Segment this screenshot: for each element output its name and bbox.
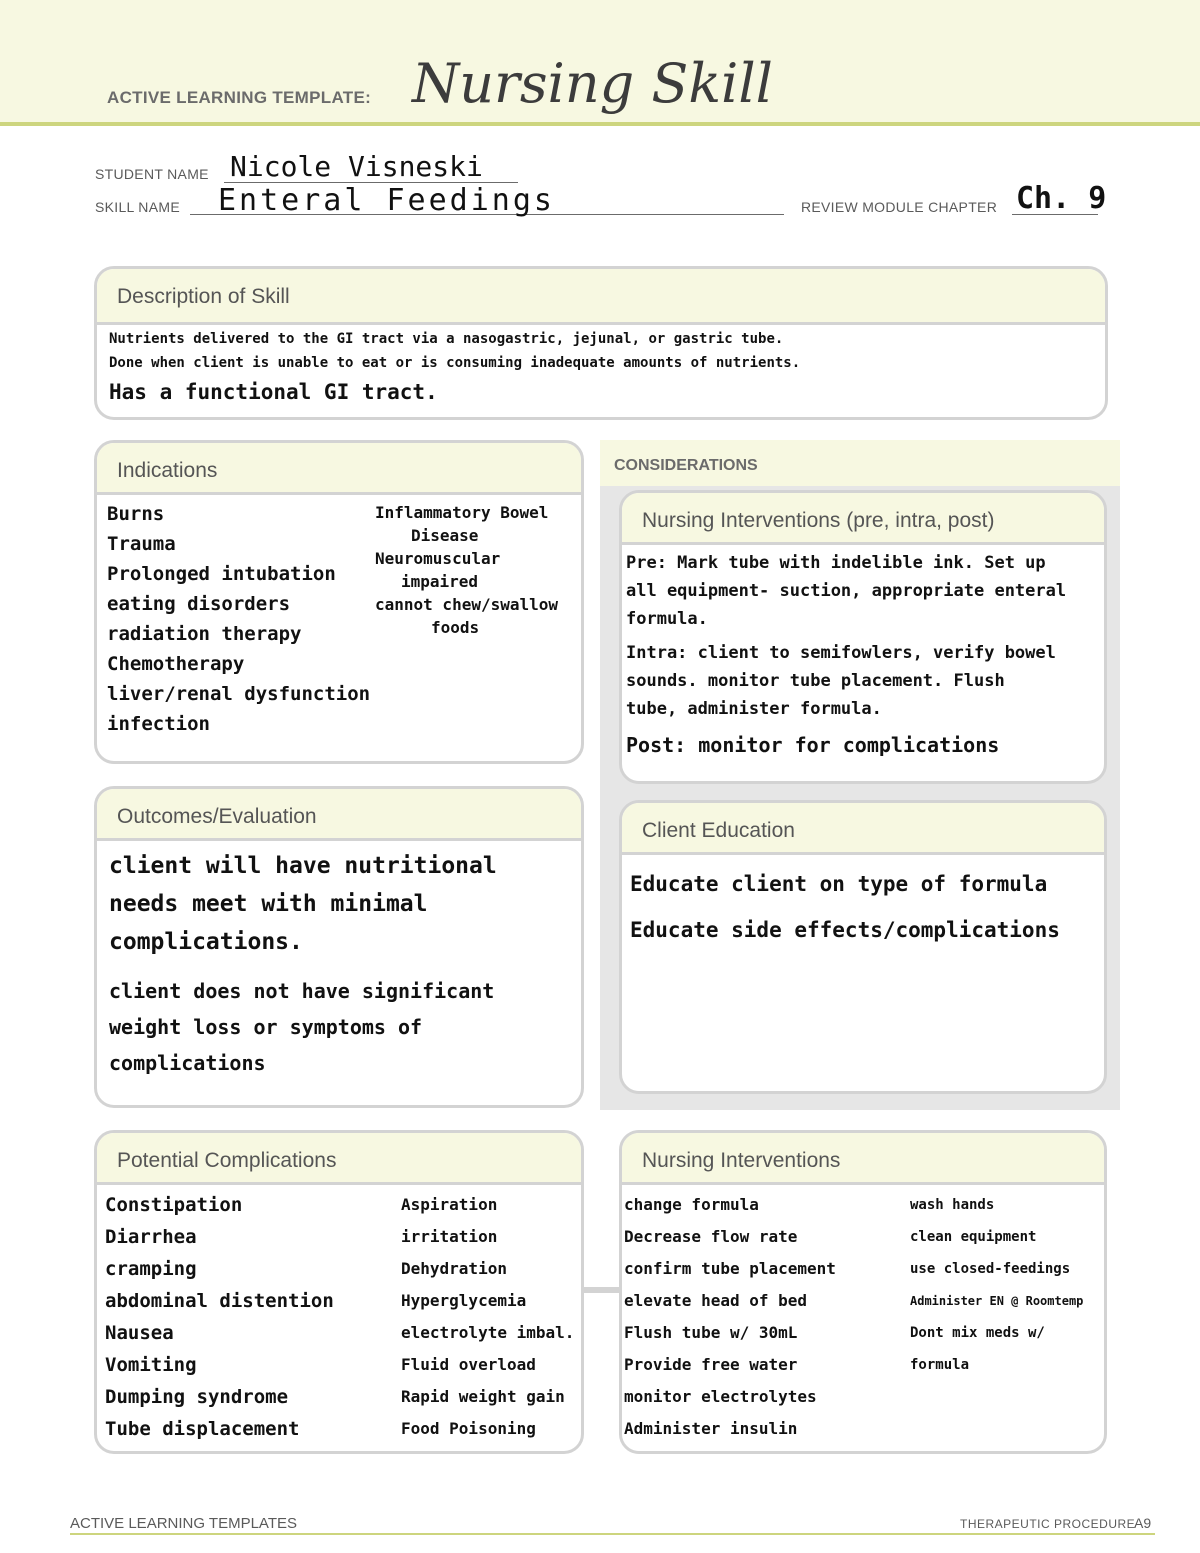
- nursing-interventions-title: Nursing Interventions: [622, 1133, 1104, 1185]
- ppp-line: Post: monitor for complications: [626, 733, 1000, 757]
- complication-item: Food Poisoning: [401, 1419, 536, 1438]
- complication-item: Fluid overload: [401, 1355, 536, 1374]
- indication-item: liver/renal dysfunction: [107, 683, 371, 705]
- complication-item: Dumping syndrome: [105, 1386, 289, 1408]
- indication-item: infection: [107, 713, 210, 735]
- client-education-title: Client Education: [622, 803, 1104, 855]
- complication-item: Rapid weight gain: [401, 1387, 565, 1406]
- complication-item: irritation: [401, 1227, 498, 1246]
- footer-right: THERAPEUTIC PROCEDURE: [960, 1517, 1136, 1531]
- outcome-line: weight loss or symptoms of: [109, 1015, 423, 1039]
- nursing-interventions-ppp-box: [619, 490, 1107, 784]
- intervention-item: clean equipment: [910, 1229, 1037, 1245]
- client-education-line: Educate side effects/complications: [630, 918, 1060, 942]
- box-connector: [584, 1287, 620, 1293]
- outcome-line: client does not have significant: [109, 979, 495, 1003]
- header-rule: [0, 122, 1200, 126]
- outcome-line: complications: [109, 1051, 266, 1075]
- description-line: Nutrients delivered to the GI tract via a nasogastric, jejunal, or gastric tube.: [109, 331, 784, 347]
- client-education-line: Educate client on type of formula: [630, 872, 1048, 896]
- indication-item: cannot chew/swallow: [375, 595, 559, 614]
- complication-item: Hyperglycemia: [401, 1291, 527, 1310]
- footer-rule: [70, 1533, 1155, 1535]
- complications-title: Potential Complications: [97, 1133, 581, 1185]
- skill-name-label: SKILL NAME: [95, 199, 180, 215]
- complication-item: Tube displacement: [105, 1418, 300, 1440]
- indication-item: eating disorders: [107, 593, 291, 615]
- complications-box: [94, 1130, 584, 1454]
- intervention-item: change formula: [624, 1195, 759, 1214]
- student-name-value[interactable]: Nicole Visneski: [230, 150, 483, 183]
- nursing-interventions-box: [619, 1130, 1107, 1454]
- ppp-line: tube, administer formula.: [626, 699, 882, 719]
- footer-left: ACTIVE LEARNING TEMPLATES: [70, 1515, 297, 1532]
- description-line: Done when client is unable to eat or is consuming inadequate amounts of nutrients.: [109, 355, 801, 371]
- complication-item: electrolyte imbal.: [401, 1323, 575, 1342]
- intervention-item: Flush tube w/ 30mL: [624, 1323, 798, 1342]
- indications-box: [94, 440, 584, 764]
- student-name-label: STUDENT NAME: [95, 166, 209, 182]
- intervention-item: formula: [910, 1357, 970, 1373]
- intervention-item: confirm tube placement: [624, 1259, 836, 1278]
- outcome-line: client will have nutritional: [109, 853, 497, 879]
- description-box: [94, 266, 1108, 420]
- ppp-line: all equipment- suction, appropriate enteral: [626, 581, 1067, 601]
- outcomes-title: Outcomes/Evaluation: [97, 789, 581, 841]
- intervention-item: monitor electrolytes: [624, 1387, 817, 1406]
- outcome-line: complications.: [109, 929, 303, 955]
- complication-item: Aspiration: [401, 1195, 498, 1214]
- intervention-item: Decrease flow rate: [624, 1227, 798, 1246]
- complication-item: Constipation: [105, 1194, 243, 1216]
- intervention-item: Administer insulin: [624, 1419, 798, 1438]
- complication-item: Vomiting: [105, 1354, 197, 1376]
- ppp-line: sounds. monitor tube placement. Flush: [626, 671, 1005, 691]
- complication-item: Nausea: [105, 1322, 174, 1344]
- complication-item: cramping: [105, 1258, 197, 1280]
- ppp-line: Intra: client to semifowlers, verify bowel: [626, 643, 1056, 663]
- indications-title: Indications: [97, 443, 581, 495]
- complication-item: abdominal distention: [105, 1290, 334, 1312]
- indication-item: Neuromuscular: [375, 549, 501, 568]
- indication-item: Prolonged intubation: [107, 563, 336, 585]
- indication-item: Chemotherapy: [107, 653, 245, 675]
- indication-item: Burns: [107, 503, 165, 525]
- complication-item: Dehydration: [401, 1259, 507, 1278]
- ppp-line: formula.: [626, 609, 708, 629]
- chapter-label: REVIEW MODULE CHAPTER: [801, 199, 998, 215]
- intervention-item: use closed-feedings: [910, 1261, 1071, 1277]
- description-title: Description of Skill: [97, 269, 1105, 325]
- chapter-value[interactable]: Ch. 9: [1016, 181, 1107, 216]
- page-number: A9: [1134, 1515, 1152, 1531]
- intervention-item: wash hands: [910, 1197, 995, 1213]
- outcomes-box: [94, 786, 584, 1108]
- template-title: Nursing Skill: [412, 52, 773, 115]
- ppp-line: Pre: Mark tube with indelible ink. Set up: [626, 553, 1046, 573]
- indication-item: radiation therapy: [107, 623, 302, 645]
- intervention-item: elevate head of bed: [624, 1291, 808, 1310]
- complication-item: Diarrhea: [105, 1226, 197, 1248]
- intervention-item: Dont mix meds w/: [910, 1325, 1045, 1341]
- outcome-line: needs meet with minimal: [109, 891, 428, 917]
- indication-item: impaired: [401, 572, 479, 591]
- indication-item: Trauma: [107, 533, 176, 555]
- considerations-title: CONSIDERATIONS: [600, 440, 1120, 486]
- description-line: Has a functional GI tract.: [109, 380, 438, 404]
- intervention-item: Provide free water: [624, 1355, 798, 1374]
- skill-name-value[interactable]: Enteral Feedings: [218, 183, 555, 218]
- client-education-box: [619, 800, 1107, 1094]
- intervention-item: Administer EN @ Roomtemp: [910, 1294, 1084, 1308]
- indication-item: Disease: [411, 526, 479, 545]
- nursing-interventions-ppp-title: Nursing Interventions (pre, intra, post): [622, 493, 1104, 545]
- template-label: ACTIVE LEARNING TEMPLATE:: [107, 88, 372, 107]
- indication-item: Inflammatory Bowel: [375, 503, 549, 522]
- indication-item: foods: [431, 618, 480, 637]
